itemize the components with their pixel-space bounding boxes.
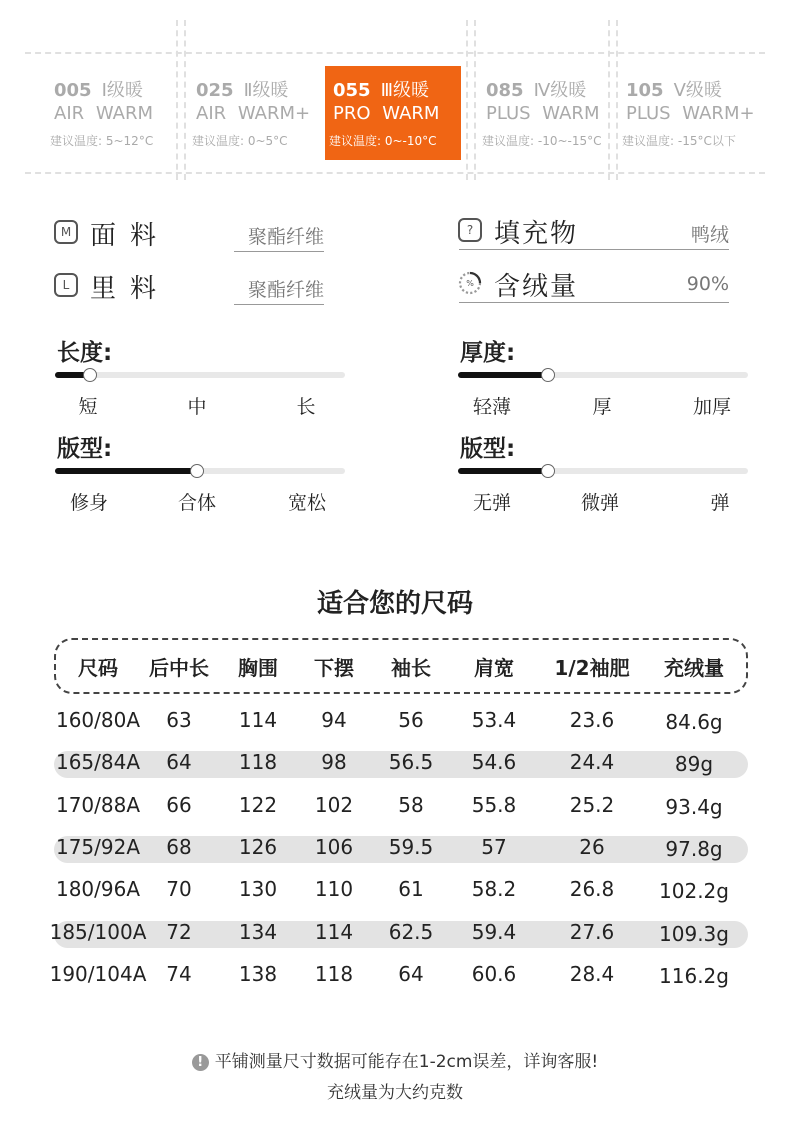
note-text: 平铺测量尺寸数据可能存在1-2cm误差，详询客服!: [214, 1052, 599, 1072]
level-code: 105: [626, 80, 664, 101]
slider-knob: [541, 368, 555, 382]
slider-label: 轻薄: [472, 396, 512, 418]
svg-text:%: %: [466, 279, 474, 288]
table-cell: 26.8: [569, 877, 615, 902]
size-table-title: 适合您的尺码: [316, 589, 473, 619]
slider-label: 微弹: [580, 492, 620, 514]
level-grade: Ⅲ级暖: [380, 80, 429, 101]
table-cell: 26: [579, 834, 605, 859]
table-cell: 55.8: [471, 792, 517, 817]
level-temperature: 建议温度: 0~5°C: [192, 134, 288, 148]
table-cell: 54.6: [471, 750, 517, 775]
table-cell: 53.4: [471, 708, 517, 732]
underline: [234, 304, 324, 305]
size-label-cell: 175/92A: [55, 834, 141, 859]
slider-label: 中: [187, 396, 207, 418]
table-cell: 28.4: [569, 961, 615, 986]
slider-label: 合体: [177, 492, 217, 514]
table-cell: 102.2g: [659, 879, 729, 904]
down-content-attribute: [458, 263, 729, 303]
size-label-cell: 170/88A: [55, 792, 141, 817]
table-cell: 89g: [674, 752, 714, 777]
table-cell: 63: [166, 708, 192, 732]
level-code: 055: [333, 80, 371, 101]
lining-attribute: [54, 265, 324, 305]
slider-fill: [55, 468, 197, 474]
fabric-value: 聚酯纤维: [247, 226, 324, 248]
slider-label: 加厚: [692, 396, 732, 418]
table-cell: 98: [321, 750, 347, 775]
size-label-cell: 180/96A: [55, 877, 141, 902]
table-cell: 60.6: [471, 961, 517, 986]
table-cell: 110: [314, 877, 354, 902]
down-content-value: 90%: [686, 273, 729, 295]
table-cell: 116.2g: [659, 963, 729, 988]
warmth-level-4: [478, 66, 614, 160]
table-header-cell: 充绒量: [664, 656, 724, 680]
size-label-cell: 185/100A: [49, 919, 147, 944]
table-cell: 59.4: [471, 919, 517, 944]
down-content-label: 含绒量: [494, 272, 579, 302]
warmth-level-strip: [0, 0, 790, 185]
percent-gauge-icon: [458, 271, 482, 295]
down-weight-note: 充绒量为大约克数: [327, 1083, 463, 1103]
question-icon: ?: [458, 218, 482, 242]
table-cell: 27.6: [569, 919, 615, 944]
table-header-cell: 胸围: [238, 656, 278, 680]
underline: [234, 251, 324, 252]
table-cell: 97.8g: [665, 836, 723, 861]
filling-attribute: [458, 210, 729, 250]
slider-track: [55, 372, 345, 378]
slider-title: 长度:: [57, 340, 113, 366]
table-header-cell: 袖长: [391, 656, 431, 680]
table-cell: 109.3g: [659, 921, 729, 946]
table-cell: 138: [238, 961, 278, 986]
table-cell: 25.2: [569, 792, 615, 817]
level-grade: Ⅴ级暖: [673, 80, 722, 101]
table-cell: 24.4: [569, 750, 615, 775]
slider-label: 无弹: [472, 492, 512, 514]
table-cell: 66: [166, 792, 192, 817]
size-label-cell: 165/84A: [55, 750, 141, 775]
table-cell: 64: [166, 750, 192, 775]
slider-title: 版型:: [460, 436, 516, 462]
size-label-cell: 190/104A: [49, 961, 147, 986]
table-cell: 114: [314, 919, 354, 944]
measurement-note: [0, 1047, 790, 1072]
table-cell: 118: [238, 750, 278, 775]
table-cell: 57: [481, 834, 507, 859]
lining-icon: L: [54, 273, 78, 297]
level-name: AIR WARM: [54, 103, 154, 124]
slider-label: 宽松: [287, 492, 327, 514]
table-cell: 56: [398, 708, 424, 732]
slider-knob: [83, 368, 97, 382]
underline: [459, 302, 729, 303]
fabric-attribute: [54, 212, 324, 252]
divider: [184, 20, 186, 180]
lining-label: 里料: [90, 274, 171, 304]
divider: [474, 20, 476, 180]
table-cell: 122: [238, 792, 278, 817]
size-label-cell: 160/80A: [55, 708, 141, 732]
slider-label: 短: [78, 396, 98, 418]
level-grade: Ⅱ级暖: [243, 80, 289, 101]
warmth-level-2: [188, 66, 324, 160]
divider: [25, 52, 765, 54]
slider-label: 厚: [592, 396, 612, 418]
lining-value: 聚酯纤维: [247, 279, 324, 301]
level-code: 085: [486, 80, 524, 101]
table-cell: 58: [398, 792, 424, 817]
level-temperature: 建议温度: 0~-10°C: [329, 134, 437, 148]
table-header-cell: 肩宽: [474, 656, 514, 680]
table-cell: 84.6g: [665, 710, 723, 734]
table-header-cell: 1/2袖肥: [554, 656, 630, 680]
warmth-level-5: [618, 66, 754, 160]
slider-knob: [541, 464, 555, 478]
table-cell: 94: [321, 708, 347, 732]
slider-label: 修身: [69, 492, 109, 514]
warmth-level-3-active: [325, 66, 461, 160]
filling-value: 鸭绒: [690, 224, 729, 246]
table-cell: 70: [166, 877, 192, 902]
fabric-label: 面料: [90, 221, 171, 251]
table-cell: 61: [398, 877, 424, 902]
slider-title: 版型:: [57, 436, 113, 462]
table-cell: 106: [314, 834, 354, 859]
table-cell: 72: [166, 919, 192, 944]
slider-label: 长: [296, 396, 316, 418]
level-name: PLUS WARM: [486, 103, 600, 124]
table-header-cell: 后中长: [149, 656, 209, 680]
table-cell: 93.4g: [665, 794, 723, 819]
level-code: 025: [196, 80, 234, 101]
level-temperature: 建议温度: 5~12°C: [50, 134, 154, 148]
table-cell: 102: [314, 792, 354, 817]
table-cell: 118: [314, 961, 354, 986]
table-cell: 64: [398, 961, 424, 986]
fabric-icon: M: [54, 220, 78, 244]
level-grade: Ⅳ级暖: [533, 80, 587, 101]
table-header-cell: 尺码: [78, 656, 118, 680]
level-grade: Ⅰ级暖: [101, 80, 143, 101]
slider-track: [458, 372, 748, 378]
table-cell: 58.2: [471, 877, 517, 902]
table-cell: 74: [166, 961, 192, 986]
exclamation-icon: !: [192, 1054, 209, 1071]
warmth-level-1: [46, 66, 182, 160]
slider-knob: [190, 464, 204, 478]
underline: [459, 249, 729, 250]
level-code: 005: [54, 80, 92, 101]
table-cell: 114: [238, 708, 278, 732]
slider-title: 厚度:: [460, 340, 516, 366]
table-cell: 23.6: [569, 708, 615, 732]
table-cell: 62.5: [388, 919, 434, 944]
filling-label: 填充物: [494, 219, 579, 249]
table-cell: 68: [166, 834, 192, 859]
divider: [25, 172, 765, 174]
slider-fill: [458, 468, 548, 474]
table-cell: 59.5: [388, 834, 434, 859]
level-name: PRO WARM: [333, 103, 440, 124]
table-cell: 130: [238, 877, 278, 902]
level-temperature: 建议温度: -10~-15°C: [482, 134, 602, 148]
level-name: PLUS WARM+: [626, 103, 755, 124]
slider-track: [55, 468, 345, 474]
table-cell: 134: [238, 919, 278, 944]
slider-fill: [458, 372, 548, 378]
slider-track: [458, 468, 748, 474]
divider: [466, 20, 468, 180]
table-cell: 126: [238, 834, 278, 859]
slider-label: 弹: [710, 492, 730, 514]
level-name: AIR WARM+: [196, 103, 311, 124]
table-header-cell: 下摆: [314, 656, 354, 680]
table-cell: 56.5: [388, 750, 434, 775]
level-temperature: 建议温度: -15°C以下: [622, 134, 736, 148]
